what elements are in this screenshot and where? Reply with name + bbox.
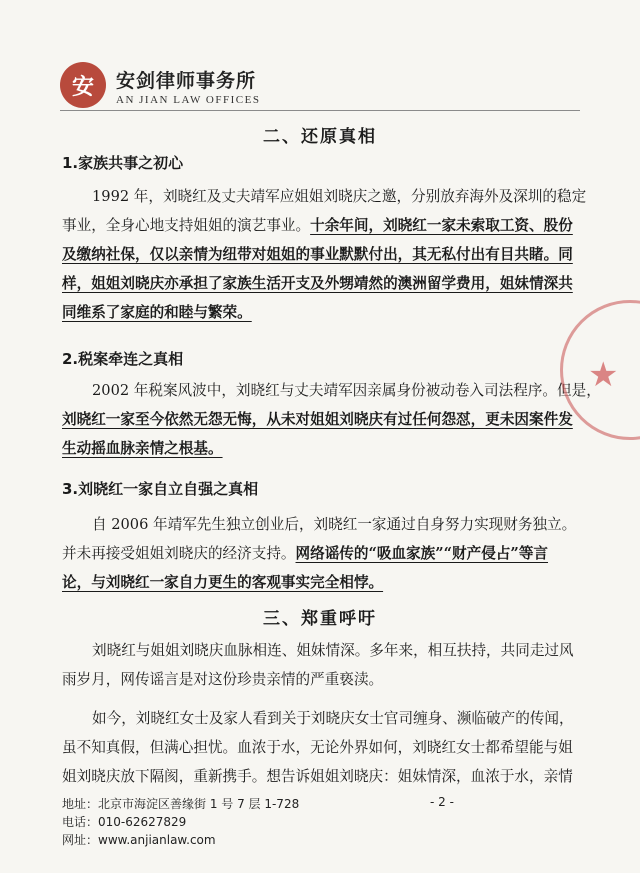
text-line: 自 2006 年靖军先生独立创业后，刘晓红一家通过自身努力实现财务独立。	[92, 516, 577, 533]
text-line-bold: 及缴纳社保，仅以亲情为纽带对姐姐的事业默默付出，其无私付出有目共睹。同	[62, 246, 573, 263]
text-line-bold: 十余年间，刘晓红一家未索取工资、股份	[310, 217, 573, 234]
firm-logo: 安	[60, 62, 106, 108]
text-line: 姐刘晓庆放下隔阂，重新携手。想告诉姐姐刘晓庆：姐妹情深，血浓于水，亲情	[62, 768, 573, 785]
subheading-1: 1.家族共事之初心	[62, 154, 184, 172]
footer-website: 网址：www.anjianlaw.com	[62, 833, 216, 847]
paragraph-2	[62, 376, 601, 463]
footer-contact	[62, 795, 299, 849]
text-line-bold: 网络谣传的“吸血家族”“财产侵占”等言	[295, 545, 549, 562]
text-line: 并未再接受姐姐刘晓庆的经济支持。	[62, 545, 296, 562]
seal-star-icon: ★	[588, 355, 619, 395]
subheading-3: 3.刘晓红一家自立自强之真相	[62, 480, 259, 498]
text-line: 1992 年，刘晓红及丈夫靖军应姐姐刘晓庆之邀，分别放弃海外及深圳的稳定	[92, 188, 587, 205]
text-line-bold: 刘晓红一家至今依然无怨无悔，从未对姐姐刘晓庆有过任何怨怼，更未因案件发	[62, 411, 573, 428]
paragraph-1	[62, 182, 587, 327]
text-line: 事业，全身心地支持姐姐的演艺事业。	[62, 217, 311, 234]
text-line: 如今，刘晓红女士及家人看到关于刘晓庆女士官司缠身、濒临破产的传闻，	[92, 710, 574, 727]
header-rule	[60, 110, 580, 111]
section-title-2: 二、还原真相	[263, 127, 377, 147]
footer-phone: 电话：010-62627829	[62, 815, 187, 829]
paragraph-3	[62, 510, 577, 597]
firm-name-cn: 安剑律师事务所	[116, 70, 257, 92]
text-line-bold: 论，与刘晓红一家自力更生的客观事实完全相悖。	[62, 574, 384, 591]
letterhead	[60, 60, 320, 120]
subheading-2: 2.税案牵连之真相	[62, 350, 184, 368]
text-line-bold: 样，姐姐刘晓庆亦承担了家族生活开支及外甥靖然的澳洲留学费用，姐妹情深共	[62, 275, 573, 292]
paragraph-4	[62, 636, 577, 694]
page-number: - 2 -	[430, 795, 454, 809]
text-line: 刘晓红与姐姐刘晓庆血脉相连、姐妹情深。多年来，相互扶持，共同走过风	[92, 642, 574, 659]
text-line: 虽不知真假，但满心担忧。血浓于水，无论外界如何，刘晓红女士都希望能与姐	[62, 739, 573, 756]
firm-name-en: AN JIAN LAW OFFICES	[116, 94, 261, 106]
text-line-bold: 同维系了家庭的和睦与繁荣。	[62, 304, 252, 321]
paragraph-5	[62, 704, 577, 791]
text-line: 2002 年税案风波中，刘晓红与丈夫靖军因亲属身份被动卷入司法程序。但是，	[92, 382, 601, 399]
footer-address: 地址：北京市海淀区善缘街 1 号 7 层 1-728	[62, 797, 300, 811]
section-title-3: 三、郑重呼吁	[263, 609, 377, 629]
text-line-bold: 生动摇血脉亲情之根基。	[62, 440, 223, 457]
text-line: 雨岁月，网传谣言是对这份珍贵亲情的严重亵渎。	[62, 671, 384, 688]
